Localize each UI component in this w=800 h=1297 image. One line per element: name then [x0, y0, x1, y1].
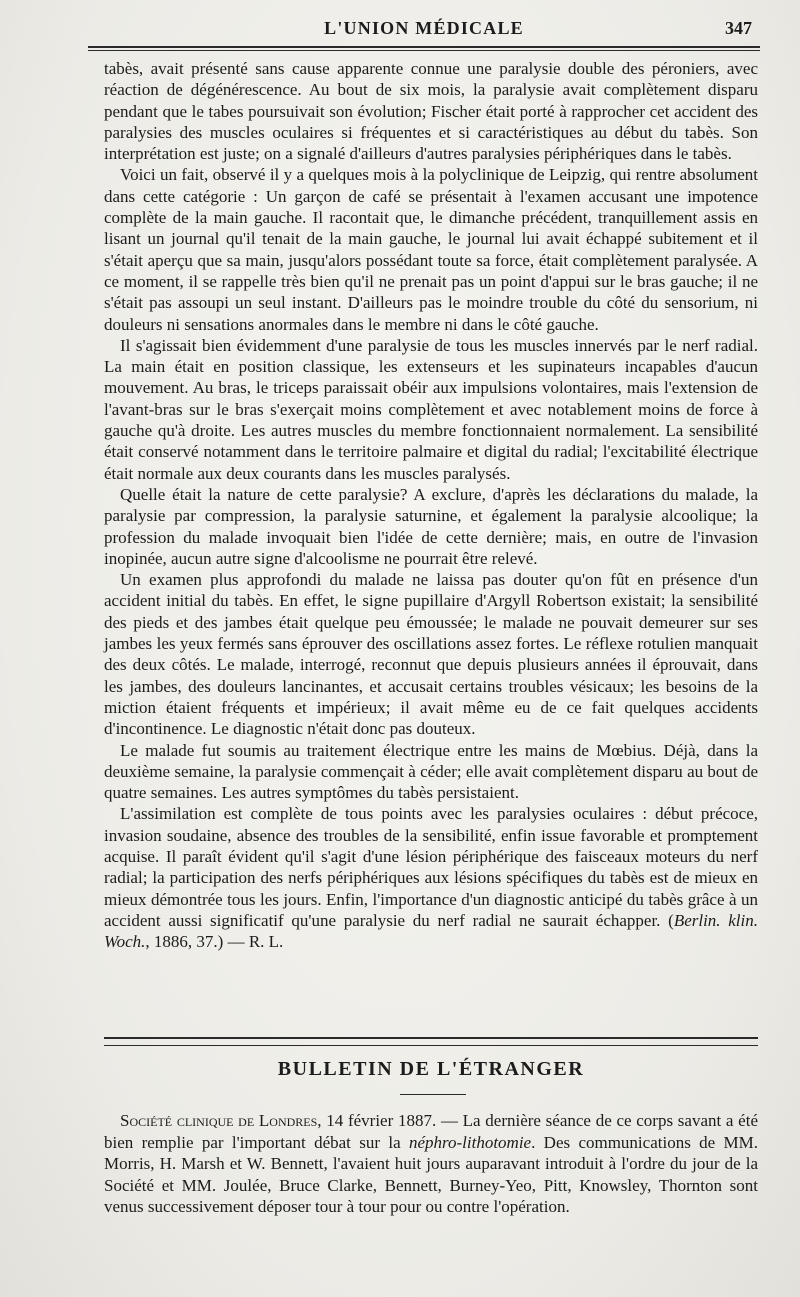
paragraph-7-text: L'assimilation est complète de tous points avec les paralysies oculaires : début précoce, invasion soudaine, absence des troubles de la sensibilité, enfin issue favorable et promptement acquise. Il paraît évident qu'il s'agit d'une lésion périphérique des faisceaux moteurs du nerf radial; la participation des nerfs périphériques aux lésions spécifiques du tabès est de mieux en mieux démontrée tous les jours. Enfin, l'importance d'un diagnostic anticipé du tabès grâce à un accident aussi significatif qu'une paralysie du nerf radial ne saurait échapper. ( [104, 804, 758, 930]
paragraph-2: Voici un fait, observé il y a quelques mois à la polyclinique de Leipzig, qui rentre absolument dans cette catégorie : Un garçon de café se présentait à l'examen accusant une impotence complète de la main gauche. Il racontait que, le dimanche précédent, tranquillement assis en lisant un journal qu'il tenait de la main gauche, le journal lui avait échappé subitement et il s'était aperçu que sa main, jusqu'alors possédant toute sa force, était complètement paralysée. A ce moment, il se rappelle très bien qu'il ne prenait pas un point d'appui sur le bras gauche; il ne s'était pas assoupi un seul instant. D'ailleurs pas le moindre trouble du côté du sensorium, ni douleurs ni sensations anormales dans le membre ni dans le côté gauche. [104, 165, 758, 334]
paragraph-1: tabès, avait présenté sans cause apparente connue une paralysie double des péroniers, avec réaction de dégénérescence. Au bout de six mois, la paralysie avait complètement disparu pendant que le tabes poursuivait son évolution; Fischer était porté à rapprocher cet accident des paralysies des muscles oculaires si fréquentes et si caractéristiques au début du tabès. Son interprétation est juste; on a signalé d'ailleurs d'autres paralysies périphériques dans le tabès. [104, 59, 758, 164]
section-title-rule [400, 1094, 466, 1095]
article-body [104, 58, 758, 952]
citation-journal: Berlin. klin. Woch. [104, 910, 759, 952]
section-body [104, 1110, 758, 1218]
paragraph-7 [104, 803, 758, 952]
paragraph-4: Quelle était la nature de cette paralysie? A exclure, d'après les déclarations du malade, la paralysie par compression, la paralysie saturnine, et également la paralysie alcoolique; la profession du malade invoquait bien l'idée de cette dernière; mais, en outre de l'invasion inopinée, aucun autre signe d'alcoolisme ne pourrait être relevé. [104, 484, 758, 568]
society-name: Société clinique de Londres [120, 1111, 318, 1130]
section-text-b: . Des communications de MM. Morris, H. Marsh et W. Bennett, l'avaient huit jours auparavant introduit à l'ordre du jour de la Société et MM. Joulée, Bruce Clarke, Bennett, Burney-Yeo, Pitt, Knowsley, Thornton sont venus successivement déposer tour à tour pour ou contre l'opération. [104, 1132, 758, 1216]
section-divider [104, 1037, 758, 1046]
paragraph-3: Il s'agissait bien évidemment d'une paralysie de tous les muscles innervés par le nerf radial. La main était en position classique, les extenseurs et les supinateurs incapables d'aucun mouvement. Au bras, le triceps paraissait obéir aux impulsions volontaires, mais l'extension de l'avant-bras sur le bras s'exerçait moins complètement et avec notablement moins de force à gauche qu'à droite. Les autres muscles du membre fonctionnaient normalement. La sensibilité était conservé notamment dans le territoire palmaire et digital du radial; l'excitabilité électrique était normale aux deux courants dans les muscles paralysés. [104, 335, 758, 483]
citation-end: , 1886, 37.) — R. L. [145, 932, 284, 952]
header-rule [88, 46, 760, 48]
section-title: BULLETIN DE L'ÉTRANGER [277, 1058, 585, 1080]
paragraph-6: Le malade fut soumis au traitement électrique entre les mains de Mœbius. Déjà, dans la deuxième semaine, la paralysie commençait à céder; elle avait complètement disparu au bout de quatre semaines. Les autres symptômes du tabès persistaient. [104, 740, 758, 803]
section-paragraph [104, 1110, 758, 1218]
section-text-a: , 14 février 1887. — La dernière séance de ce corps savant a été bien remplie par l'important débat sur la [104, 1111, 758, 1152]
paragraph-5: Un examen plus approfondi du malade ne laissa pas douter qu'on fût en présence d'un accident initial du tabès. En effet, le signe pupillaire d'Argyll Robertson existait; la sensibilité des pieds et des jambes était quelque peu émoussée; le malade ne pouvait demeurer sur ses jambes les yeux fermés sans éprouver des oscillations assez fortes. Le réflexe rotulien manquait des deux côtés. Le malade, interrogé, reconnut que depuis plusieurs années il éprouvait, dans les jambes, des douleurs lancinantes, et accusait certains troubles vésicaux; les besoins de la miction étaient fréquents et impérieux; il avait même eu de ce fait quelques accidents d'incontinence. Le diagnostic n'était donc pas douteux. [104, 570, 758, 739]
section-topic: néphro-lithotomie [408, 1132, 532, 1152]
running-title: L'UNION MÉDICALE [324, 18, 524, 38]
page-number: 347 [725, 18, 752, 38]
page-header [88, 14, 760, 44]
